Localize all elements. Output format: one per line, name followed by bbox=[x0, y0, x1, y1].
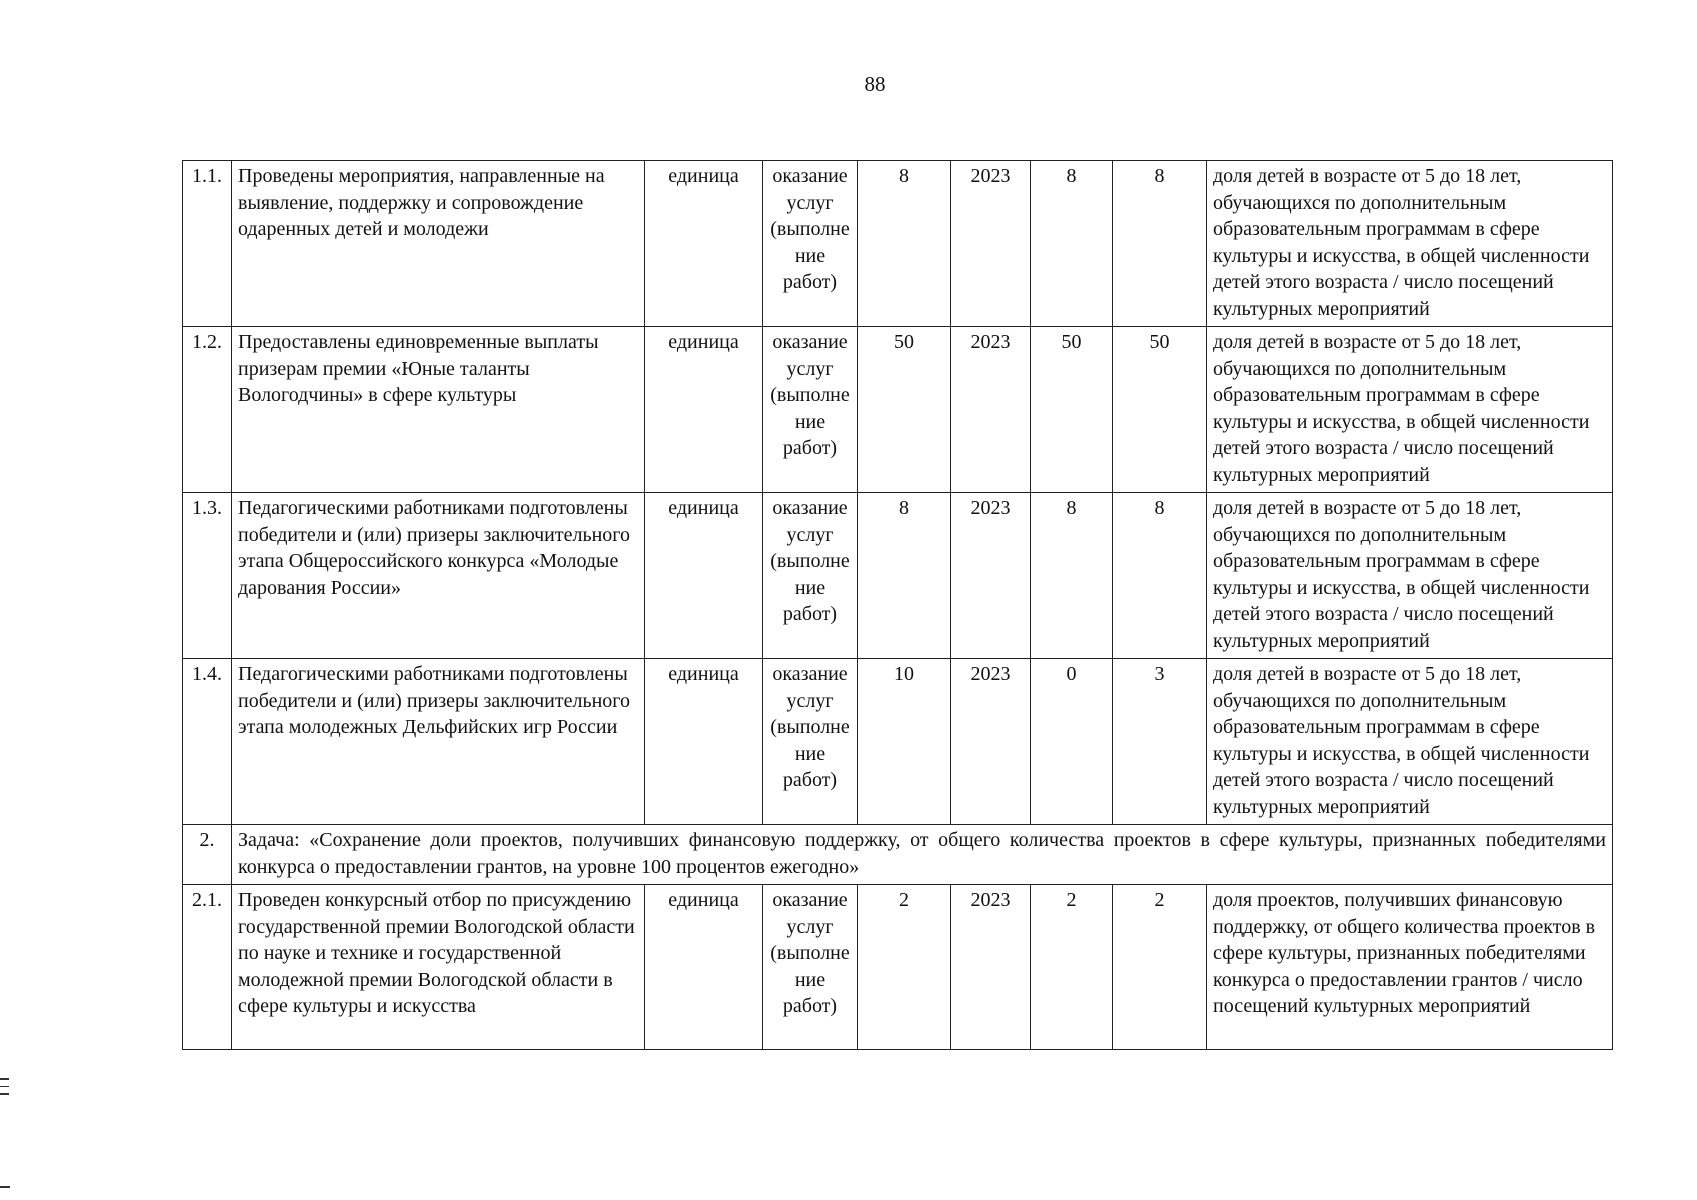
table-row bbox=[183, 885, 1613, 1050]
table-row bbox=[183, 161, 1613, 327]
row-number: 1.1. bbox=[183, 161, 232, 327]
binding-mark bbox=[0, 1086, 9, 1088]
row-value-2: 50 bbox=[1113, 327, 1207, 493]
row-value-2: 3 bbox=[1113, 659, 1207, 825]
row-description: Предоставлены единовременные выплаты призерам премии «Юные таланты Вологодчины» в сфере культуры bbox=[232, 327, 645, 493]
row-base-value: 2 bbox=[858, 885, 951, 1050]
row-unit: единица bbox=[645, 327, 763, 493]
binding-marks bbox=[0, 1078, 10, 1101]
row-indicator: доля детей в возрасте от 5 до 18 лет, обучающихся по дополнительным образовательным программам в сфере культуры и искусства, в общей численности детей этого возраста / число посещений культурных мероприятий bbox=[1207, 659, 1613, 825]
row-unit: единица bbox=[645, 493, 763, 659]
row-base-value: 50 bbox=[858, 327, 951, 493]
row-unit: единица bbox=[645, 659, 763, 825]
row-value-2: 8 bbox=[1113, 493, 1207, 659]
task-row bbox=[183, 825, 1613, 885]
row-unit: единица bbox=[645, 885, 763, 1050]
row-base-value: 8 bbox=[858, 493, 951, 659]
row-number: 2.1. bbox=[183, 885, 232, 1050]
row-type: оказание услуг (выполнение работ) bbox=[763, 659, 858, 825]
table-row bbox=[183, 493, 1613, 659]
edge-mark bbox=[0, 1186, 10, 1188]
row-number: 1.3. bbox=[183, 493, 232, 659]
row-description: Проведен конкурсный отбор по присуждению государственной премии Вологодской области по науке и технике и государственной молодежной премии Вологодской области в сфере культуры и искусства bbox=[232, 885, 645, 1050]
row-year: 2023 bbox=[951, 885, 1031, 1050]
table-row bbox=[183, 659, 1613, 825]
row-value-1: 0 bbox=[1031, 659, 1113, 825]
table-row bbox=[183, 327, 1613, 493]
row-value-1: 8 bbox=[1031, 161, 1113, 327]
row-year: 2023 bbox=[951, 493, 1031, 659]
row-indicator: доля детей в возрасте от 5 до 18 лет, обучающихся по дополнительным образовательным программам в сфере культуры и искусства, в общей численности детей этого возраста / число посещений культурных мероприятий bbox=[1207, 493, 1613, 659]
row-type: оказание услуг (выполнение работ) bbox=[763, 493, 858, 659]
row-value-2: 8 bbox=[1113, 161, 1207, 327]
page-number: 88 bbox=[864, 72, 886, 96]
binding-mark bbox=[0, 1078, 9, 1080]
row-description: Проведены мероприятия, направленные на выявление, поддержку и сопровождение одаренных детей и молодежи bbox=[232, 161, 645, 327]
row-value-2: 2 bbox=[1113, 885, 1207, 1050]
row-year: 2023 bbox=[951, 327, 1031, 493]
row-type: оказание услуг (выполнение работ) bbox=[763, 885, 858, 1050]
row-indicator: доля детей в возрасте от 5 до 18 лет, обучающихся по дополнительным образовательным программам в сфере культуры и искусства, в общей численности детей этого возраста / число посещений культурных мероприятий bbox=[1207, 327, 1613, 493]
row-unit: единица bbox=[645, 161, 763, 327]
row-type: оказание услуг (выполнение работ) bbox=[763, 327, 858, 493]
task-number: 2. bbox=[183, 825, 232, 885]
row-description: Педагогическими работниками подготовлены победители и (или) призеры заключительного этапа молодежных Дельфийских игр России bbox=[232, 659, 645, 825]
row-value-1: 50 bbox=[1031, 327, 1113, 493]
row-indicator: доля детей в возрасте от 5 до 18 лет, обучающихся по дополнительным образовательным программам в сфере культуры и искусства, в общей численности детей этого возраста / число посещений культурных мероприятий bbox=[1207, 161, 1613, 327]
binding-mark bbox=[0, 1093, 9, 1095]
row-base-value: 8 bbox=[858, 161, 951, 327]
task-text: Задача: «Сохранение доли проектов, получивших финансовую поддержку, от общего количества проектов в сфере культуры, признанных победителями конкурса о предоставлении грантов, на уровне 100 процентов ежегодно» bbox=[232, 825, 1613, 885]
row-type: оказание услуг (выполнение работ) bbox=[763, 161, 858, 327]
row-year: 2023 bbox=[951, 659, 1031, 825]
row-number: 1.4. bbox=[183, 659, 232, 825]
results-table bbox=[182, 160, 1613, 1050]
row-indicator: доля проектов, получивших финансовую поддержку, от общего количества проектов в сфере культуры, признанных победителями конкурса о предоставлении грантов / число посещений культурных мероприятий bbox=[1207, 885, 1613, 1050]
row-value-1: 8 bbox=[1031, 493, 1113, 659]
row-year: 2023 bbox=[951, 161, 1031, 327]
row-description: Педагогическими работниками подготовлены победители и (или) призеры заключительного этапа Общероссийского конкурса «Молодые дарования России» bbox=[232, 493, 645, 659]
row-base-value: 10 bbox=[858, 659, 951, 825]
row-number: 1.2. bbox=[183, 327, 232, 493]
row-value-1: 2 bbox=[1031, 885, 1113, 1050]
